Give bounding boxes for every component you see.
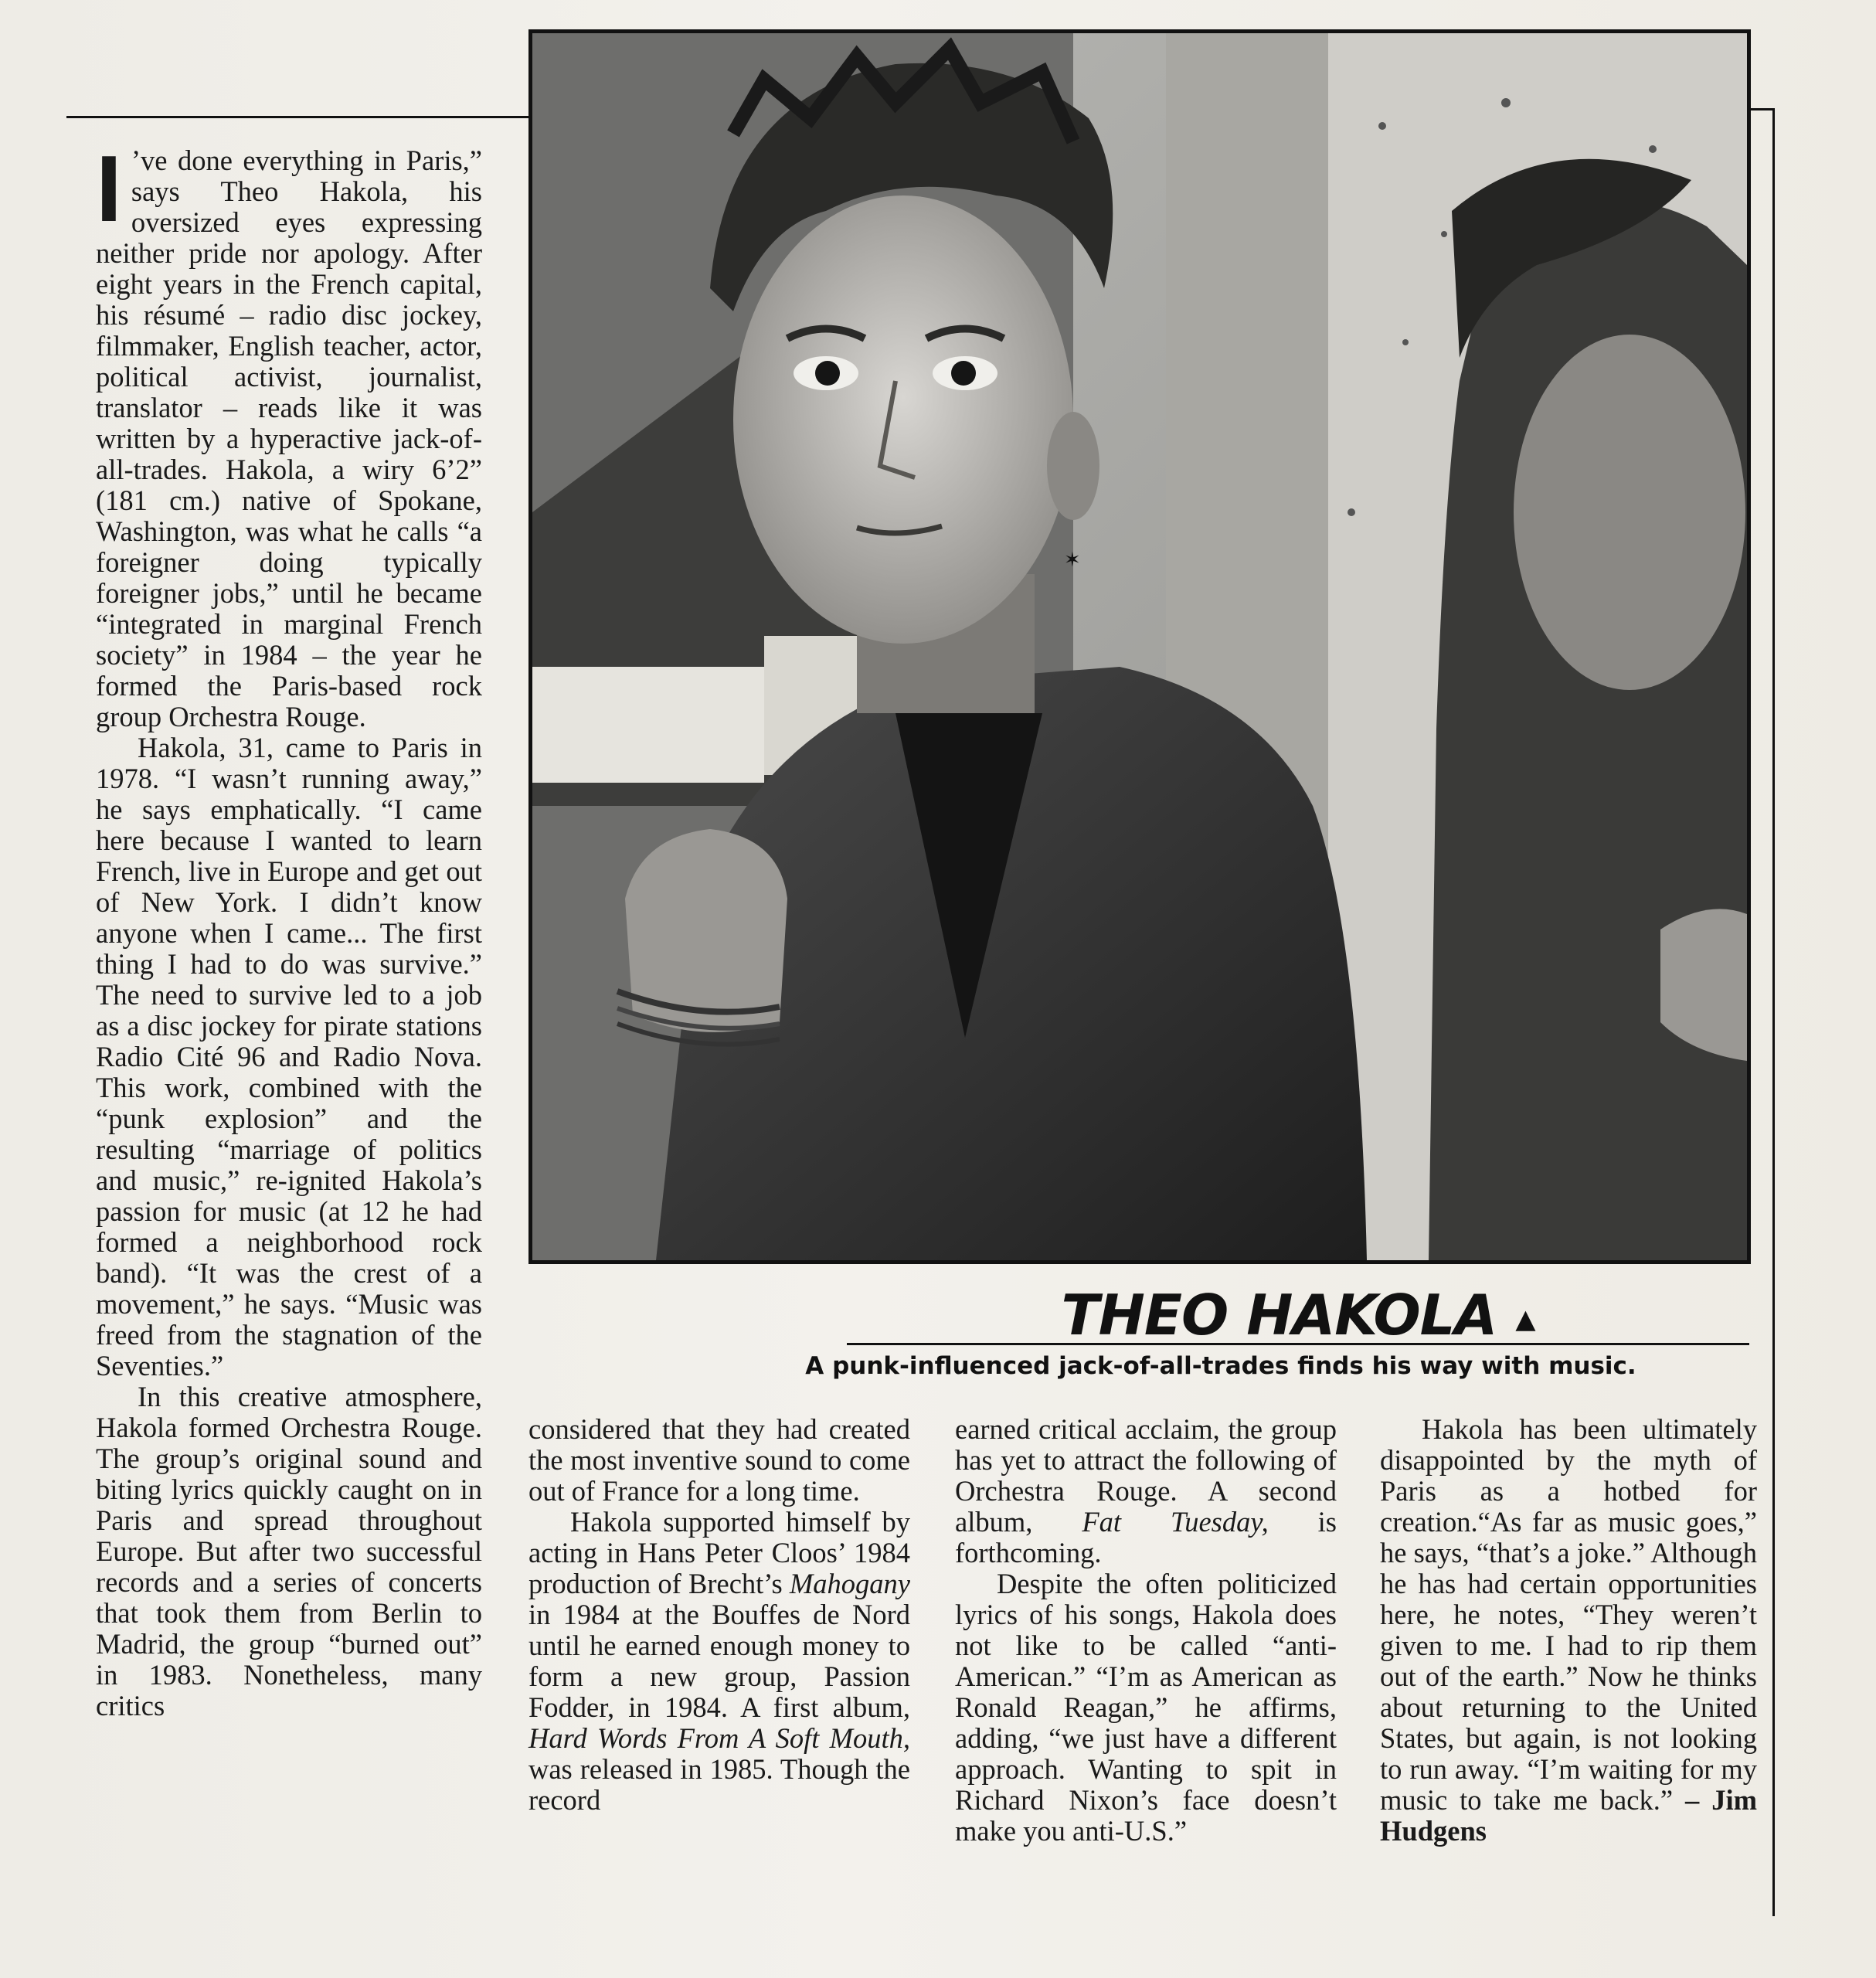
article-column-3: [955, 1414, 1337, 1847]
article-subheadline: A punk-influenced jack-of-all-trades finds his way with music.: [805, 1352, 1636, 1380]
paragraph-8: [1380, 1414, 1757, 1847]
paragraph-5-text-c: was released in 1985. Though the record: [528, 1753, 910, 1816]
mahogany-title: Mahogany: [789, 1568, 910, 1599]
paragraph-3: In this creative atmosphere, Hakola formed Orchestra Rouge. The group’s original sound and biting lyrics quickly caught on in Paris and spread throughout Europe. But after two successful records and a series of concerts that took them from Berlin to Madrid, the group “burned out” in 1983. Nonetheless, many critics: [96, 1381, 482, 1721]
paragraph-2: Hakola, 31, came to Paris in 1978. “I wasn’t running away,” he says emphatically. “I came here because I wanted to learn French, live in Europe and get out of New York. I didn’t know anyone when I came... The first thing I had to do was survive.” The need to survive led to a job as a disc jockey for pirate stations Radio Cité 96 and Radio Nova. This work, combined with the “punk explosion” and the resulting “marriage of politics and music,” re-ignited Hakola’s passion for music (at 12 he had formed a neighborhood rock band). “It was the crest of a movement,” he says. “Music was freed from the stagnation of the Seventies.”: [96, 732, 482, 1382]
article-column-1: [96, 136, 482, 1721]
paragraph-7: Despite the often politicized lyrics of his songs, Hakola does not like to be called “anti-American.” “I’m as American as Ronald Reagan,” he affirms, adding, “we just have a different approach. Wanting to spit in Richard Nixon’s face doesn’t make you anti-U.S.”: [955, 1568, 1337, 1847]
paragraph-8-text: Hakola has been ultimately disappointed by the myth of Paris as a hotbed for creation.“As far as music goes,” he says, “that’s a joke.” Although he has had certain opportunities here, he notes, “They weren’t given to me. I had to rip them out of the earth.” Now he thinks about returning to the United States, but again, is not looking to run away. “I’m waiting for my music to take me back.”: [1380, 1413, 1757, 1816]
article-headline: [850, 1283, 1746, 1348]
svg-text:✶: ✶: [1064, 549, 1081, 572]
paragraph-5-text-a: Hakola supported himself by acting in Hans Peter Cloos’ 1984 production of Brecht’s: [528, 1506, 910, 1599]
album-title-fat-tuesday: Fat Tuesday,: [1082, 1506, 1269, 1538]
paragraph-4: considered that they had created the most inventive sound to come out of France for a long time.: [528, 1413, 910, 1507]
article-column-4: [1380, 1414, 1757, 1847]
author-byline: – Jim Hudgens: [1380, 1784, 1758, 1847]
photo-illustration: [532, 33, 1747, 1260]
album-title-hard-words: Hard Words From A Soft Mouth,: [528, 1722, 910, 1754]
paragraph-5-text-b: in 1984 at the Bouffes de Nord until he earned enough money to form a new group, Passion Fodder, in 1984. A first album,: [528, 1599, 910, 1723]
headline-triangle-icon: ▲: [1515, 1303, 1535, 1335]
drop-cap: I: [96, 136, 122, 241]
paragraph-6-text-b: is forthcoming.: [955, 1506, 1337, 1568]
headline-text: THEO HAKOLA: [1061, 1283, 1497, 1348]
right-top-rule: [1749, 108, 1774, 110]
paragraph-5: [528, 1507, 910, 1816]
paragraph-6-text-a: earned critical acclaim, the group has yet to attract the following of Orchestra Rouge. A second album,: [955, 1413, 1337, 1538]
article-column-2: [528, 1414, 910, 1816]
top-left-rule: [66, 116, 530, 118]
paragraph-1: [96, 136, 482, 732]
right-border-rule: [1772, 108, 1775, 1916]
paragraph-1-text: ’ve done everything in Paris,” says Theo Hakola, his oversized eyes expressing neither pride nor apology. After eight years in the French capital, his résumé – radio disc jockey, filmmaker, English teacher, actor, political activist, journalist, translator – reads like it was written by a hyperactive jack-of-all-trades. Hakola, a wiry 6’2” (181 cm.) native of Spokane, Washington, was what he calls “a foreigner doing typically foreigner jobs,” until he became “integrated in marginal French society” in 1984 – the year he formed the Paris-based rock group Orchestra Rouge.: [96, 144, 482, 732]
paragraph-6: [955, 1414, 1337, 1568]
theo-hakola-photo: [528, 29, 1751, 1264]
